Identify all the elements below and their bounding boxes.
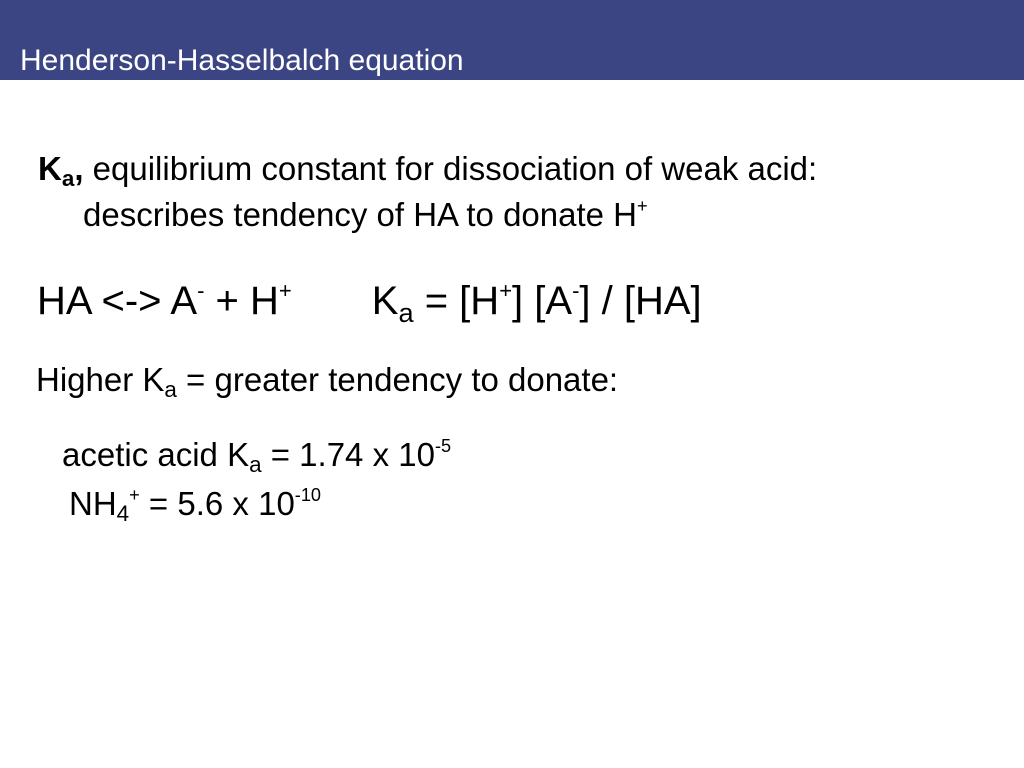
acetic-prefix: acetic acid K	[62, 436, 250, 473]
ka-expression-base: K	[371, 279, 399, 323]
equation-line	[37, 277, 702, 328]
definition-text: equilibrium constant for dissociation of weak acid:	[83, 150, 818, 187]
acetic-value: = 1.74 x 10	[261, 436, 435, 473]
ka-symbol-sub: a	[61, 166, 75, 192]
ka-symbol	[38, 150, 84, 192]
example-ammonium	[69, 485, 322, 527]
ka-expression-part1: = [H	[413, 279, 500, 323]
ka-symbol-base: K	[38, 150, 62, 187]
acetic-sub: a	[249, 452, 262, 478]
nh-value: = 5.6 x 10	[139, 485, 295, 522]
statement-prefix: Higher K	[36, 361, 165, 398]
example-acetic-acid	[62, 436, 452, 478]
ka-expression-part2-sup: -	[572, 277, 580, 303]
statement-suffix: = greater tendency to donate:	[176, 361, 619, 398]
reaction-minus-sup: -	[197, 277, 205, 303]
acetic-exponent: -5	[434, 436, 452, 457]
reaction-plus: + H	[204, 279, 279, 323]
nh-exponent: -10	[294, 485, 322, 506]
ka-expression-part1-sup: +	[499, 277, 513, 303]
title-bar	[0, 0, 1024, 80]
definition-continuation	[83, 198, 648, 231]
statement-line	[36, 361, 619, 403]
nh-sup: +	[129, 485, 140, 506]
ka-expression-part3: ] / [HA]	[579, 279, 702, 323]
nh-base: NH	[69, 485, 117, 522]
ka-expression-part2: ] [A	[512, 279, 573, 323]
reaction-plus-sup: +	[278, 277, 292, 303]
definition-continuation-sup: +	[637, 196, 648, 217]
reaction-lhs: HA <-> A	[37, 279, 198, 323]
definition-continuation-text: describes tendency of HA to donate H	[83, 196, 638, 233]
statement-sub: a	[164, 377, 177, 403]
definition-line	[38, 150, 818, 192]
nh-sub: 4	[116, 501, 130, 527]
slide-title: Henderson-Hasselbalch equation	[20, 44, 464, 77]
ka-expression-sub: a	[398, 296, 414, 328]
ka-comma: ,	[74, 150, 84, 187]
